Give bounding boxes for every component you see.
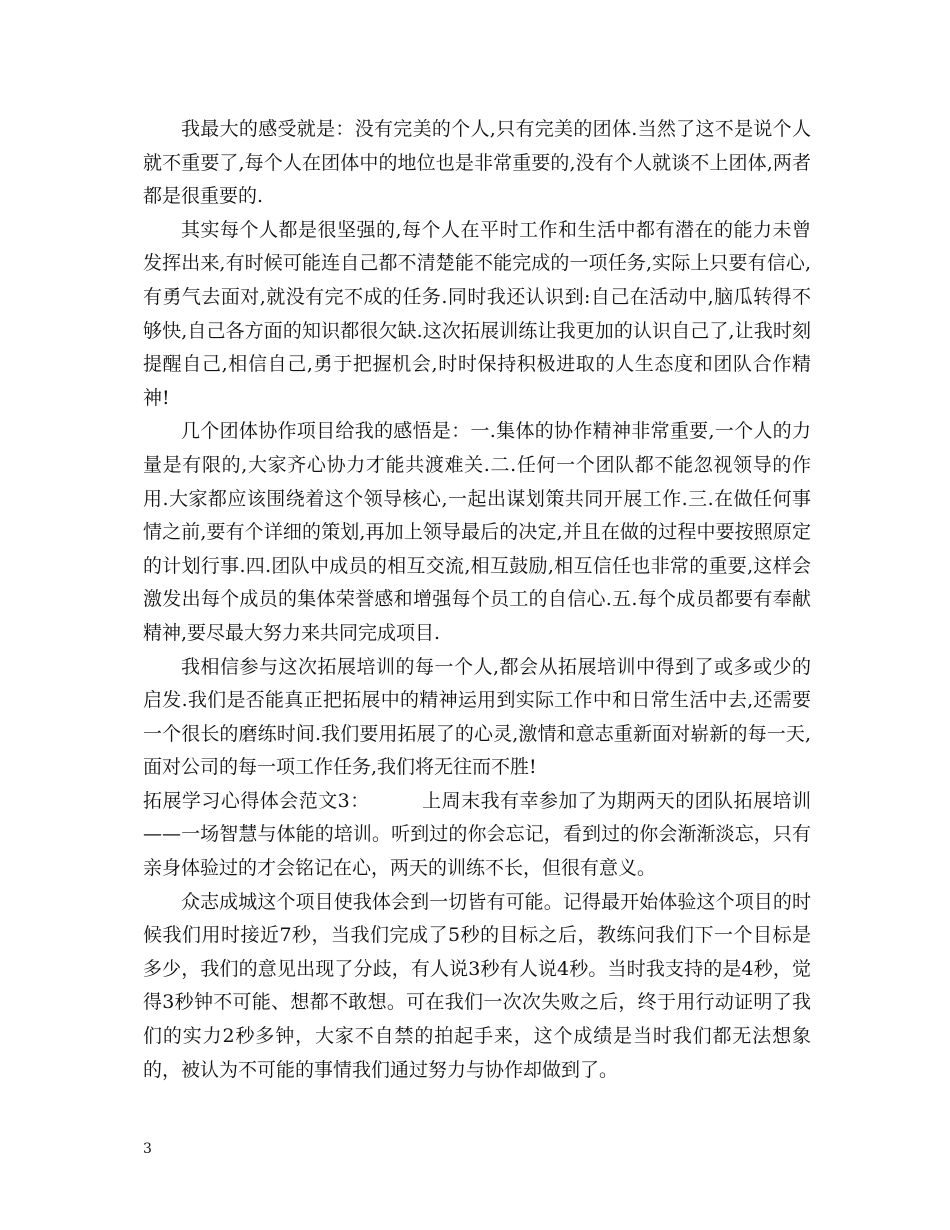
- paragraph-2: 其实每个人都是很坚强的,每个人在平时工作和生活中都有潜在的能力未曾发挥出来,有时候可能连自己都不清楚能不能完成的一项任务,实际上只要有信心,有勇气去面对,就没有完不成的任务.同时我还认识到:自己在活动中,脑瓜转得不够快,自己各方面的知识都很欠缺.这次拓展训练让我更加的认识自己了,让我时刻提醒自己,相信自己,勇于把握机会,时时保持积极进取的人生态度和团队合作精神!: [143, 218, 811, 409]
- section-intro: 上周末我有幸参加了为期两天的团队拓展培训——一场智慧与体能的培训。听到过的你会忘记，看到过的你会渐渐淡忘，只有亲身体验过的才会铭记在心，两天的训练不长，但很有意义。: [143, 789, 811, 880]
- document-body: [143, 113, 811, 1087]
- paragraph-4: 我相信参与这次拓展培训的每一个人,都会从拓展培训中得到了或多或少的启发.我们是否能真正把拓展中的精神运用到实际工作中和日常生活中去,还需要一个很长的磨练时间.我们要用拓展了的心灵,激情和意志重新面对崭新的每一天,面对公司的每一项工作任务,我们将无往而不胜!: [143, 655, 811, 779]
- paragraph-1: 我最大的感受就是：没有完美的个人,只有完美的团体.当然了这不是说个人就不重要了,每个人在团体中的地位也是非常重要的,没有个人就谈不上团体,两者都是很重要的.: [143, 118, 811, 208]
- section-heading: 拓展学习心得体会范文3：: [143, 789, 370, 812]
- paragraph-3: 几个团体协作项目给我的感悟是：一.集体的协作精神非常重要,一个人的力量是有限的,大家齐心协力才能共渡难关.二.任何一个团队都不能忽视领导的作用.大家都应该围绕着这个领导核心,一起出谋划策共同开展工作.三.在做任何事情之前,要有个详细的策划,再加上领导最后的决定,并且在做的过程中要按照原定的计划行事.四.团队中成员的相互交流,相互鼓励,相互信任也非常的重要,这样会激发出每个成员的集体荣誉感和增强每个员工的自信心.五.每个成员都要有奉献精神,要尽最大努力来共同完成项目.: [143, 420, 811, 644]
- page-number: 3: [143, 1141, 152, 1157]
- section-paragraph: [143, 785, 811, 886]
- paragraph-6: 众志成城这个项目使我体会到一切皆有可能。记得最开始体验这个项目的时候我们用时接近7秒，当我们完成了5秒的目标之后，教练问我们下一个目标是多少，我们的意见出现了分歧，有人说3秒有人说4秒。当时我支持的是4秒，觉得3秒钟不可能、想都不敢想。可在我们一次次失败之后，终于用行动证明了我们的实力2秒多钟，大家不自禁的拍起手来，这个成绩是当时我们都无法想象的，被认为不可能的事情我们通过努力与协作却做到了。: [143, 890, 811, 1081]
